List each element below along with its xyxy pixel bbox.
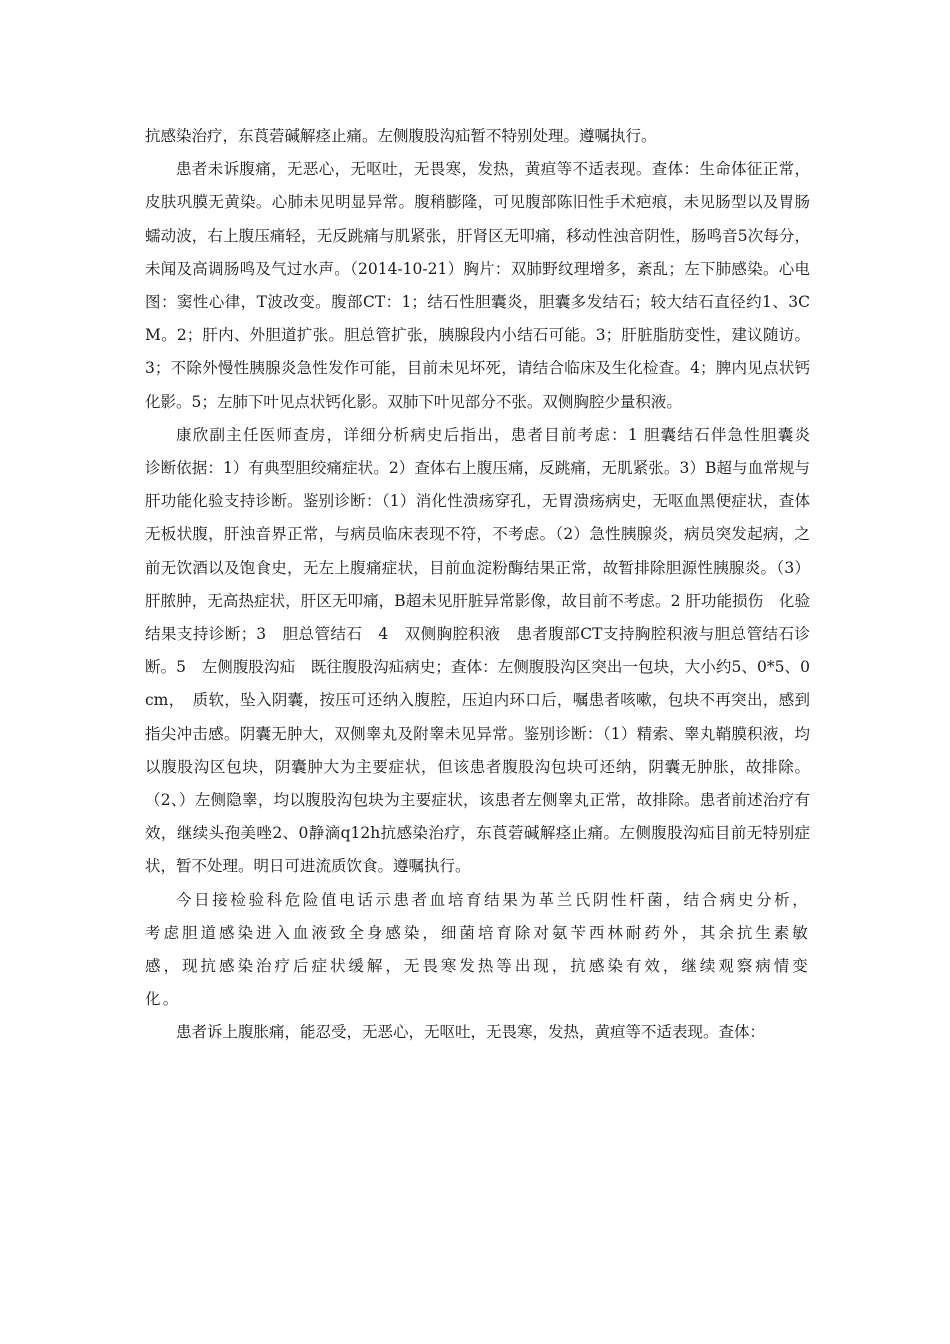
paragraph-1: 抗感染治疗，东莨菪碱解痉止痛。左侧腹股沟疝暂不特别处理。遵嘱执行。 xyxy=(145,127,657,145)
document-body xyxy=(145,120,842,1050)
paragraph-5: 患者诉上腹胀痛，能忍受，无恶心，无呕吐，无畏寒，发热，黄疸等不适表现。查体： xyxy=(176,1023,766,1042)
paragraph-4: 今日接检验科危险值电话示患者血培育结果为革兰氏阴性杆菌，结合病史分析，考虑胆道感染进入血液致全身感染，细菌培育除对氨苄西林耐药外，其余抗生素敏感，现抗感染治疗后症状缓解，无畏寒发热等出现，抗感染有效，继续观察病情变化。 xyxy=(145,890,810,1009)
paragraph-2: 患者未诉腹痛，无恶心，无呕吐，无畏寒，发热，黄疸等不适表现。查体：生命体征正常，皮肤巩膜无黄染。心肺未见明显异常。腹稍膨隆，可见腹部陈旧性手术疤痕，未见肠型以及胃肠蠕动波，右上腹压痛轻，无反跳痛与肌紧张，肝肾区无叩痛，移动性浊音阴性，肠鸣音5次每分，未闻及高调肠鸣及气过水声。（2014-10-21）胸片：双肺野纹理增多，紊乱；左下肺感染。心电图：窦性心律，T波改变。腹部CT：1；结石性胆囊炎，胆囊多发结石；较大结石直径约1、3CM。2；肝内、外胆道扩张。胆总管扩张，胰腺段内小结石可能。3；肝脏脂肪变性，建议随访。3；不除外慢性胰腺炎急性发作可能，目前未见坏死，请结合临床及生化检查。4；脾内见点状钙化影。5；左肺下叶见点状钙化影。双肺下叶见部分不张。双侧胸腔少量积液。 xyxy=(145,160,810,411)
paragraph-3: 康欣副主任医师查房，详细分析病史后指出，患者目前考虑：1 胆囊结石伴急性胆囊炎 诊断依据：1）有典型胆绞痛症状。2）查体右上腹压痛，反跳痛，无肌紧张。3）B超与血常规与肝功能化验支持诊断。鉴别诊断：（1）消化性溃疡穿孔，无胃溃疡病史，无呕血黑便症状，查体无板状腹，肝浊音界正常，与病员临床表现不符，不考虑。（2）急性胰腺炎，病员突发起病，之前无饮酒以及饱食史，无左上腹痛症状，目前血淀粉酶结果正常，故暂排除胆源性胰腺炎。（3）肝脓肿，无高热症状，肝区无叩痛，B超未见肝脏异常影像，故目前不考虑。2 肝功能损伤 化验结果支持诊断；3 胆总管结石 4 双侧胸腔积液 患者腹部CT支持胸腔积液与胆总管结石诊断。5 左侧腹股沟疝 既往腹股沟疝病史；查体：左侧腹股沟区突出一包块，大小约5、0*5、0cm， 质软，坠入阴囊，按压可还纳入腹腔，压迫内环口后，嘱患者咳嗽，包块不再突出，感到指尖冲击感。阴囊无肿大，双侧睾丸及附睾未见异常。鉴别诊断：（1）精索、睾丸鞘膜积液，均以腹股沟区包块，阴囊肿大为主要症状，但该患者腹股沟包块可还纳，阴囊无肿胀，故排除。（2、）左侧隐睾，均以腹股沟包块为主要症状，该患者左侧睾丸正常，故排除。患者前述治疗有效，继续头孢美唑2、0静滴q12h抗感染治疗，东莨菪碱解痉止痛。左侧腹股沟疝目前无特别症状，暂不处理。明日可进流质饮食。遵嘱执行。 xyxy=(145,425,842,876)
